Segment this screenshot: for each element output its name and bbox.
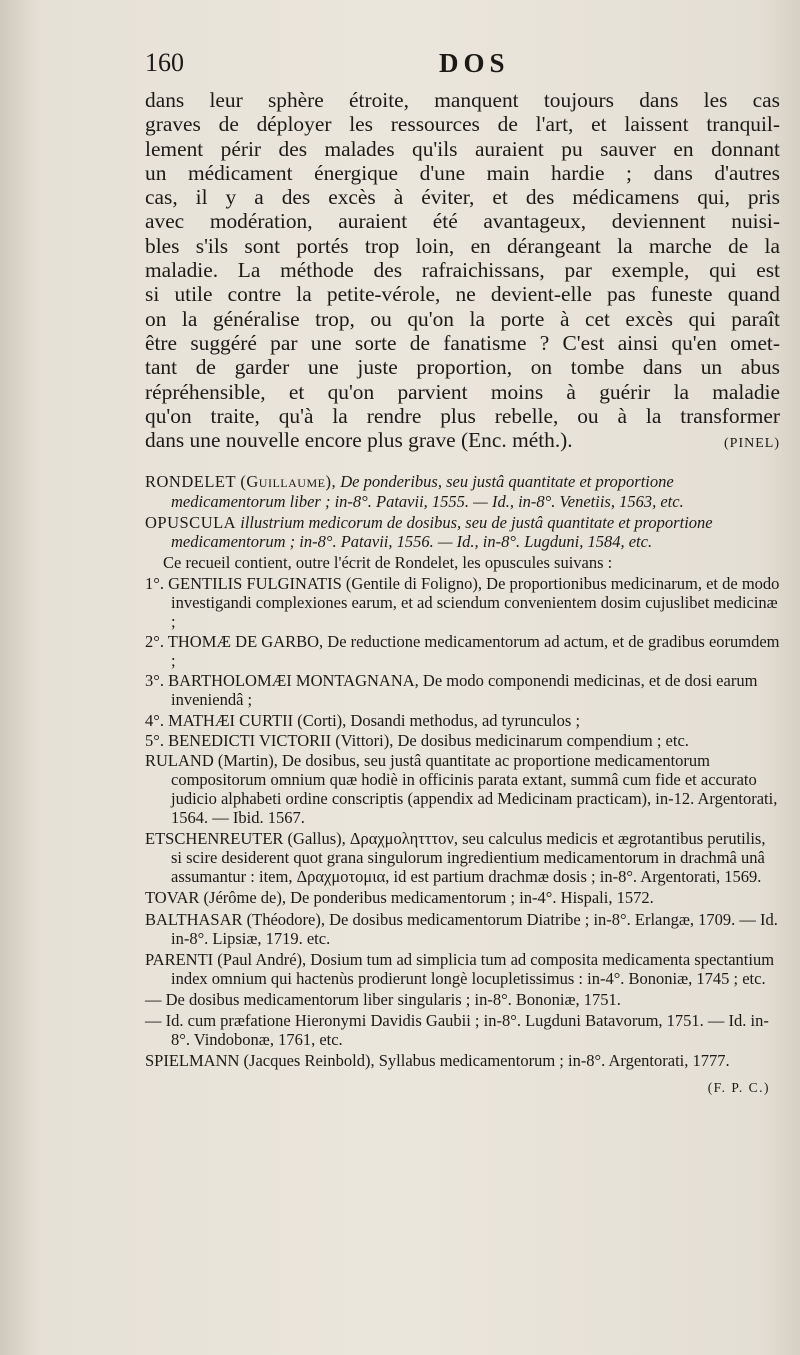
bib-entry: — Id. cum præfatione Hieronymi Davidis Gaubii ; in-8°. Lugduni Batavorum, 1751. — Id. in-8°. Vindobonæ, 1761, etc. (145, 1010, 769, 1050)
bib-entry: ETSCHENREUTER (Gallus), Δραχμολητττον, seu calculus medicis et ægrotantibus perutilis, si scire desiderent quot grana singulorum ingredientium medicamentorum in drachmâ unâ assumantur : item, Δραχμοτομια, id est partium drachmæ dosis ; in-8°. Argentorati, 1569. (145, 829, 766, 887)
opuscula-item: 3°. BARTHOLOMÆI MONTAGNANA, De modo componendi medicinas, et de dosi earum inveniendâ ; (145, 671, 758, 710)
body-line: qu'on traite, qu'à la rendre plus rebelle, ou à la transformer (145, 403, 780, 428)
body-line: lement périr des malades qu'ils auraient pu sauver en donnant (145, 136, 780, 161)
bib-entry-rondelet: RONDELET (Guillaume), De ponderibus, seu justâ quantitate et proportione medicamentorum liber ; in-8°. Patavii, 1555. — Id., in-8°. Venetiis, 1563, etc. (145, 472, 684, 511)
page-header (145, 48, 780, 88)
body-line: maladie. La méthode des rafraichissans, par exemple, qui est (145, 258, 780, 283)
bibliography (145, 472, 780, 1097)
body-line: cas, il y a des excès à éviter, et des médicamens qui, pris (145, 185, 780, 210)
body-line: tant de garder une juste proportion, on tombe dans un abus (145, 355, 780, 380)
opuscula-item: 2°. THOMÆ DE GARBO, De reductione medicamentorum ad actum, et de gradibus eorumdem ; (145, 632, 780, 671)
body-line: dans leur sphère étroite, manquent toujours dans les cas (145, 88, 780, 112)
body-line: être suggéré par une sorte de fanatisme ? C'est ainsi qu'en omet- (145, 330, 780, 355)
bib-entry: TOVAR (Jérôme de), De ponderibus medicamentorum ; in-4°. Hispali, 1572. (145, 888, 654, 908)
body-line: un médicament énergique d'une main hardie ; dans d'autres (145, 160, 780, 185)
page-number: 160 (145, 48, 184, 77)
opuscula-list (145, 574, 780, 750)
bib-entry: BALTHASAR (Théodore), De dosibus medicamentorum Diatribe ; in-8°. Erlangæ, 1709. — Id. in-8°. Lipsiæ, 1719. etc. (145, 909, 778, 948)
footer-signature: (F. P. C.) (707, 1080, 770, 1096)
bib-entry-opuscula: OPUSCULA illustrium medicorum de dosibus, seu de justâ quantitate et proportione medicamentorum ; in-8°. Patavii, 1556. — Id., in-8°. Lugduni, 1584, etc. (145, 512, 713, 551)
collection-note: Ce recueil contient, outre l'écrit de Rondelet, les opuscules suivans : (163, 552, 613, 572)
body-signature: (PINEL) (724, 436, 780, 452)
body-line: bles s'ils sont portés trop loin, en dérangeant la marche de la (145, 233, 780, 258)
bib-entry: — De dosibus medicamentorum liber singularis ; in-8°. Bononiæ, 1751. (145, 989, 621, 1009)
body-line: graves de déployer les ressources de l'art, et laissent tranquil- (145, 112, 780, 137)
body-line: on la généralise trop, ou qu'on la porte à cet excès qui paraît (145, 306, 780, 331)
body-line: avec modération, auraient été avantageux, deviennent nuisi- (145, 209, 780, 234)
opuscula-item: 1°. GENTILIS FULGINATIS (Gentile di Foligno), De proportionibus medicinarum, et de modo investigandi complexiones earum, et ad sciendum convenientem dosim cujuslibet medicinæ ; (145, 573, 780, 632)
bib-entries-more (145, 751, 780, 1071)
bib-entry: RULAND (Martin), De dosibus, seu justâ quantitate ac proportione medicamentorum compositorum omnium quæ hodiè in officinis parata extant, summâ cum fide et accurato judicio alphabeti ordine conscriptis (appendix ad Medicinam practicam), in-12. Argentorati, 1564. — Ibid. 1567. (145, 750, 778, 828)
body-line: dans une nouvelle encore plus grave (Enc. méth.). (PINEL) (145, 428, 780, 452)
body-line: si utile contre la petite-vérole, ne devient-elle pas funeste quand (145, 282, 780, 307)
opuscula-item: 5°. BENEDICTI VICTORII (Vittori), De dosibus medicinarum compendium ; etc. (145, 730, 689, 750)
bib-entry: PARENTI (Paul André), Dosium tum ad simplicia tum ad composita medicamenta spectantium index omnium qui hactenùs prodierunt longè locupletissimus : in-4°. Bononiæ, 1745 ; etc. (145, 949, 775, 988)
body-line: répréhensible, et qu'on parvient moins à guérir la maladie (145, 379, 780, 404)
running-head: DOS (439, 48, 510, 78)
main-paragraph (145, 88, 780, 452)
bib-entry: SPIELMANN (Jacques Reinbold), Syllabus medicamentorum ; in-8°. Argentorati, 1777. (145, 1051, 730, 1071)
opuscula-item: 4°. MATHÆI CURTII (Corti), Dosandi methodus, ad tyrunculos ; (145, 710, 581, 730)
